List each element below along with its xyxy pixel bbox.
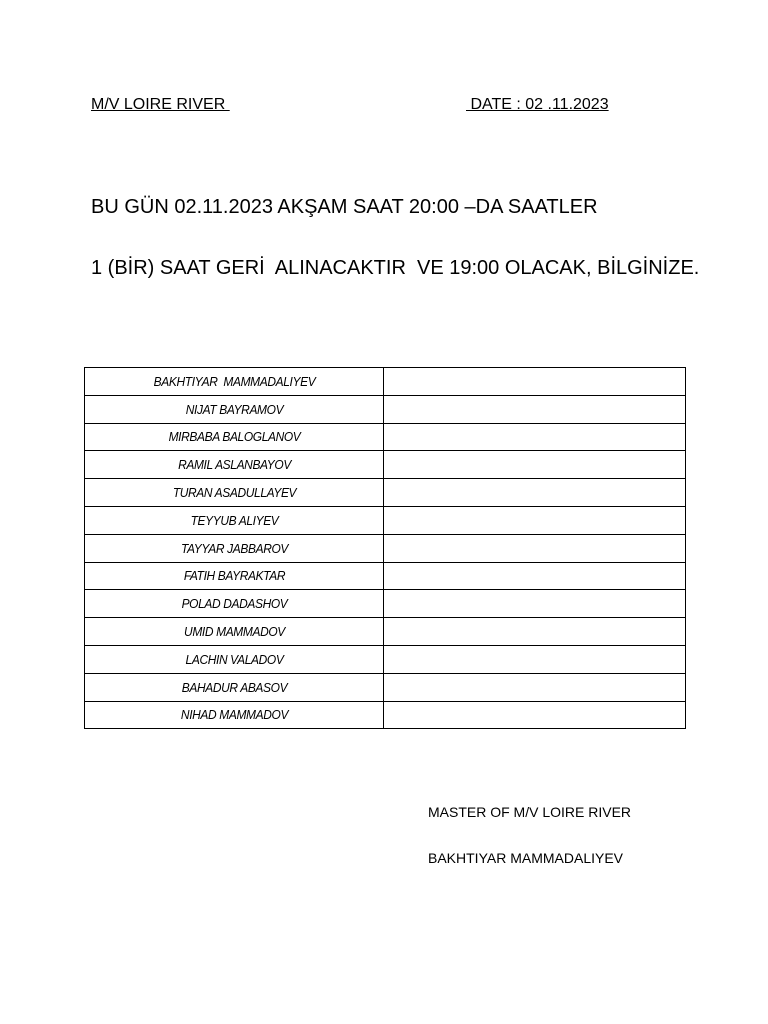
signature-cell — [384, 645, 686, 673]
table-row — [85, 368, 686, 396]
crew-name-cell: MIRBABA BALOGLANOV — [96, 423, 371, 451]
signature-cell — [384, 701, 686, 729]
crew-name-cell: TAYYAR JABBAROV — [96, 534, 371, 562]
notice-line-1: BU GÜN 02.11.2023 AKŞAM SAAT 20:00 –DA SAATLER — [91, 196, 598, 218]
table-row — [85, 562, 686, 590]
signature-cell — [384, 673, 686, 701]
crew-name-cell: TEYYUB ALIYEV — [96, 506, 371, 534]
table-row — [85, 534, 686, 562]
table-row — [85, 590, 686, 618]
table-row — [85, 701, 686, 729]
signature-cell — [384, 534, 686, 562]
crew-name-cell: UMID MAMMADOV — [96, 618, 371, 646]
table-row — [85, 645, 686, 673]
signature-cell — [384, 395, 686, 423]
signature-cell — [384, 618, 686, 646]
document-date: DATE : 02 .11.2023 — [466, 96, 609, 113]
table-row — [85, 673, 686, 701]
crew-name-cell: RAMIL ASLANBAYOV — [96, 451, 371, 479]
signature-cell — [384, 368, 686, 396]
signatory-name: BAKHTIYAR MAMMADALIYEV — [428, 850, 624, 866]
crew-signature-table — [84, 367, 686, 729]
crew-name-cell: FATIH BAYRAKTAR — [96, 562, 371, 590]
signature-cell — [384, 479, 686, 507]
crew-name-cell: TURAN ASADULLAYEV — [96, 479, 371, 507]
signatory-title: MASTER OF M/V LOIRE RIVER — [428, 804, 632, 820]
table-row — [85, 423, 686, 451]
signature-cell — [384, 423, 686, 451]
table-row — [85, 451, 686, 479]
crew-name-cell: BAHADUR ABASOV — [96, 673, 371, 701]
table-row — [85, 479, 686, 507]
table-row — [85, 395, 686, 423]
signature-cell — [384, 590, 686, 618]
signature-cell — [384, 562, 686, 590]
signature-cell — [384, 451, 686, 479]
vessel-name: M/V LOIRE RIVER — [91, 96, 230, 113]
table-row — [85, 506, 686, 534]
table-row — [85, 618, 686, 646]
crew-name-cell: BAKHTIYAR MAMMADALIYEV — [96, 368, 371, 396]
notice-line-2: 1 (BİR) SAAT GERİ ALINACAKTIR VE 19:00 OLACAK, BİLGİNİZE. — [91, 257, 700, 279]
crew-name-cell: POLAD DADASHOV — [96, 590, 371, 618]
crew-name-cell: NIJAT BAYRAMOV — [96, 395, 371, 423]
crew-name-cell: LACHIN VALADOV — [96, 645, 371, 673]
crew-name-cell: NIHAD MAMMADOV — [96, 701, 371, 729]
signature-cell — [384, 506, 686, 534]
